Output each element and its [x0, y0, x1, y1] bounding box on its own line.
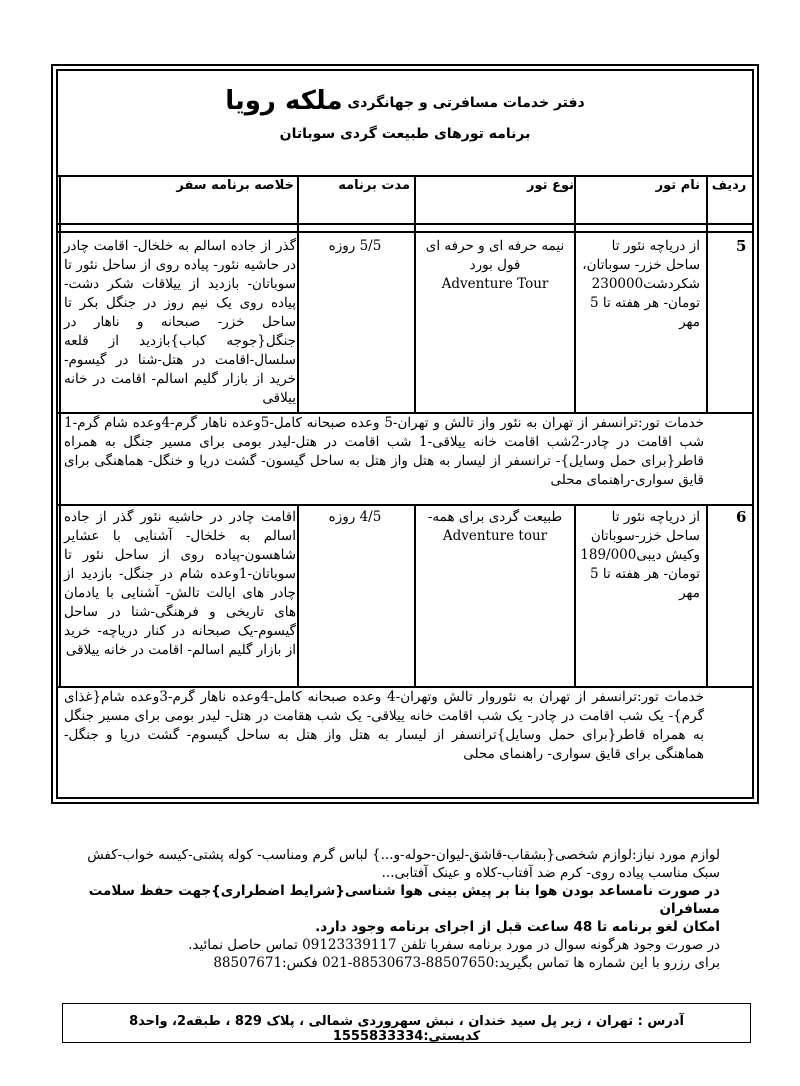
- agency-title: [56, 86, 754, 116]
- tour-summary: اقامت چادر در حاشیه نئور گذر از جاده اسالم به خلخال- آشنایی با عشایر شاهسون-پیاده روی از ساحل نئور تا سوباتان-1وعده شام در جنگل- بازدید از چادر های ایالت تالش- آشنایی با یادمان های تاریخی و فرهنگی-شنا در ساحل گیسوم-یک صبحانه در کنار دریاچه- خرید از بازار گلیم اسالم- اقامت در خانه ییلاقی: [64, 509, 296, 658]
- tour-type: [418, 237, 572, 294]
- tour-duration: 5/5 روزه: [328, 238, 382, 254]
- notes-block: [80, 846, 720, 972]
- tour-type-line: فول بورد: [469, 257, 521, 273]
- col-header-row: ردیف: [711, 178, 747, 193]
- tour-name: از دریاچه نئور تا ساحل خزر- سوباتان، شکردشت230000 تومان- هر هفته تا 5 مهر: [582, 238, 700, 330]
- equipment-note: لوازم مورد نیاز:لوازم شخصی{بشقاب-قاشق-لیوان-حوله-و...} لباس گرم ومناسب- کوله پشتی-کیسه خواب-کفش سبک مناسب پیاده روی- کرم ضد آفتاب-کلاه و عینک آفتابی...: [87, 847, 720, 881]
- tour-name: از دریاچه نئور تا ساحل خزر-سوباتان وکیش دیبی189/000 تومان- هر هفته تا 5 مهر: [580, 509, 700, 601]
- contact-note-2: برای رزرو با این شماره ها تماس بگیرید:88507650-88530673-021 فکس:88507671: [213, 955, 720, 971]
- tour-services: خدمات تور:ترانسفر از تهران به نئوروار تالش وتهران-4 وعده صبحانه کامل-4وعده ناهار گرم-3وعده شام{غذای گرم}- یک شب اقامت در چادر- یک شب اقامت خانه ییلاقی- یک شب هقامت در هتل- لیدر بومی برای مسیر جنگل به همراه قاطر{برای حمل وسایل}ترانسفر از لیسار به هتل واز هتل به ساحل گیسوم- گشت دریا و جنگل- هماهنگی برای قایق سواری- راهنمای محلی: [64, 689, 705, 762]
- tour-duration: 4/5 روزه: [328, 509, 382, 525]
- col-header-duration: مدت برنامه: [338, 178, 410, 193]
- agency-brand: ملکه رویا: [225, 86, 343, 116]
- col-header-summary: خلاصه برنامه سفر: [176, 178, 294, 193]
- program-title: برنامه تورهای طبیعت گردی سوباتان: [279, 126, 531, 142]
- tour-services: خدمات تور:ترانسفر از تهران به نئور واز تالش و تهران-5 وعده صبحانه کامل-5وعده ناهار گرم-4وعده شام گرم-1 شب اقامت در چادر-2شب اقامت خانه ییلاقی-1 شب اقامت در هتل-لیدر بومی برای مسیر جنگل به همراه قاطر{برای حمل وسایل}- ترانسفر از لیسار به هتل واز هتل به ساحل گیسون- گشت دریا و خنگل- هماهنگی برای قایق سواری-راهنمای محلی: [64, 415, 705, 488]
- tour-summary: گذر از جاده اسالم به خلخال- اقامت چادر در حاشیه نئور- پیاده روی از ساحل نئور تا سوباتان- بازدید از ییلاقات شکر دشت- پیاده روی یک نیم روز در جنگل بکر تا ساحل خزر- صبحانه و ناهار در جنگل{جوجه کباب}بازدید از قلعه سلسال-اقامت در هتل-شنا در گیسوم- خرید از بازار گلیم اسالم- اقامت در خانه ییلاقی: [64, 238, 296, 406]
- tour-type-line: نیمه حرفه ای و حرفه ای: [425, 238, 565, 254]
- address-text: آدرس : تهران ، زیر پل سید خندان ، نبش سهروردی شمالی ، پلاک 829 ، طبقه2، واحد8 کدپستی:1555833334: [129, 1014, 684, 1044]
- cancel-note-1: در صورت نامساعد بودن هوا بنا بر پیش بینی هوا شناسی{شرایط اضطراری}جهت حفظ سلامت مسافران: [88, 883, 720, 917]
- cancel-note-2: امکان لغو برنامه تا 48 ساعت قبل از اجرای برنامه وجود دارد.: [315, 919, 720, 935]
- contact-note-1: در صورت وجود هرگونه سوال در مورد برنامه سفربا تلفن 09123339117 تماس حاصل نمائید.: [188, 937, 720, 953]
- tour-type-line: Adventure tour: [442, 528, 548, 544]
- tour-type-line: Adventure Tour: [441, 276, 549, 292]
- tour-type: [418, 508, 572, 546]
- row-number: 6: [736, 508, 747, 526]
- tour-type-line: طبیعت گردی برای همه-: [427, 509, 563, 525]
- col-header-type: نوع تور: [527, 178, 574, 193]
- row-number: 5: [736, 237, 747, 255]
- agency-title-prefix: دفتر خدمات مسافرتی و جهانگردی: [347, 95, 585, 111]
- col-header-name: نام تور: [655, 178, 700, 193]
